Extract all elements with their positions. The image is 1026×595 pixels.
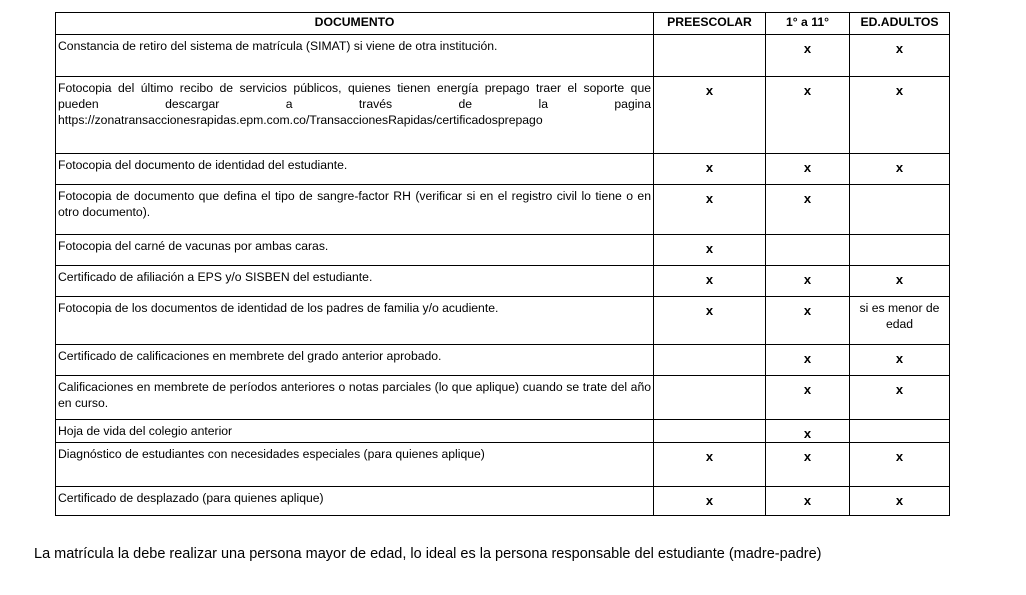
preescolar-cell [654, 420, 766, 443]
preescolar-cell [654, 345, 766, 376]
preescolar-cell [654, 376, 766, 420]
primaria-cell: x [766, 77, 850, 154]
document-cell: Certificado de calificaciones en membrete del grado anterior aprobado. [56, 345, 654, 376]
document-cell: Certificado de afiliación a EPS y/o SISBEN del estudiante. [56, 266, 654, 297]
preescolar-cell: x [654, 297, 766, 345]
adultos-cell: x [850, 266, 950, 297]
table-row [56, 297, 950, 345]
document-cell: Calificaciones en membrete de períodos anteriores o notas parciales (lo que aplique) cuando se trate del año en curso. [56, 376, 654, 420]
adultos-cell [850, 420, 950, 443]
preescolar-cell: x [654, 487, 766, 516]
document-cell: Diagnóstico de estudiantes con necesidades especiales (para quienes aplique) [56, 443, 654, 487]
header-preescolar: PREESCOLAR [654, 13, 766, 35]
primaria-cell: x [766, 154, 850, 185]
primaria-cell: x [766, 420, 850, 443]
table-row [56, 345, 950, 376]
adultos-cell: si es menor de edad [850, 297, 950, 345]
preescolar-cell: x [654, 266, 766, 297]
adultos-cell: x [850, 345, 950, 376]
adultos-cell [850, 185, 950, 235]
header-adultos: ED.ADULTOS [850, 13, 950, 35]
document-cell: Hoja de vida del colegio anterior [56, 420, 654, 443]
table-row [56, 376, 950, 420]
adultos-cell: x [850, 376, 950, 420]
adultos-cell: x [850, 154, 950, 185]
primaria-cell [766, 235, 850, 266]
table-row [56, 487, 950, 516]
requirements-table [55, 12, 950, 516]
primaria-cell: x [766, 185, 850, 235]
preescolar-cell: x [654, 77, 766, 154]
primaria-cell: x [766, 297, 850, 345]
header-primaria: 1° a 11° [766, 13, 850, 35]
primaria-cell: x [766, 35, 850, 77]
document-cell: Fotocopia de los documentos de identidad de los padres de familia y/o acudiente. [56, 297, 654, 345]
primaria-cell: x [766, 266, 850, 297]
adultos-cell: x [850, 487, 950, 516]
adultos-cell: x [850, 35, 950, 77]
primaria-cell: x [766, 487, 850, 516]
document-cell: Fotocopia del carné de vacunas por ambas caras. [56, 235, 654, 266]
preescolar-cell [654, 35, 766, 77]
document-cell: Fotocopia de documento que defina el tipo de sangre-factor RH (verificar si en el registro civil lo tiene o en otro documento). [56, 185, 654, 235]
primaria-cell: x [766, 443, 850, 487]
preescolar-cell: x [654, 235, 766, 266]
adultos-cell: x [850, 77, 950, 154]
primaria-cell: x [766, 345, 850, 376]
adultos-cell [850, 235, 950, 266]
document-cell: Constancia de retiro del sistema de matrícula (SIMAT) si viene de otra institución. [56, 35, 654, 77]
table-row [56, 235, 950, 266]
primaria-cell: x [766, 376, 850, 420]
preescolar-cell: x [654, 443, 766, 487]
adultos-cell: x [850, 443, 950, 487]
preescolar-cell: x [654, 154, 766, 185]
table-row [56, 77, 950, 154]
header-documento: DOCUMENTO [56, 13, 654, 35]
header-row [56, 13, 950, 35]
table-row [56, 35, 950, 77]
table-row [56, 154, 950, 185]
document-cell: Certificado de desplazado (para quienes aplique) [56, 487, 654, 516]
document-cell: Fotocopia del último recibo de servicios públicos, quienes tienen energía prepago traer el soporte que pueden descargar a través de la pagina https://zonatransaccionesrapidas.epm.com.co/TransaccionesRapidas/certificadosprepago [56, 77, 654, 154]
preescolar-cell: x [654, 185, 766, 235]
table-row [56, 420, 950, 443]
table-row [56, 185, 950, 235]
table-row [56, 443, 950, 487]
document-cell: Fotocopia del documento de identidad del estudiante. [56, 154, 654, 185]
enrollment-footnote: La matrícula la debe realizar una persona mayor de edad, lo ideal es la persona responsable del estudiante (madre-padre) [34, 546, 822, 562]
table-row [56, 266, 950, 297]
